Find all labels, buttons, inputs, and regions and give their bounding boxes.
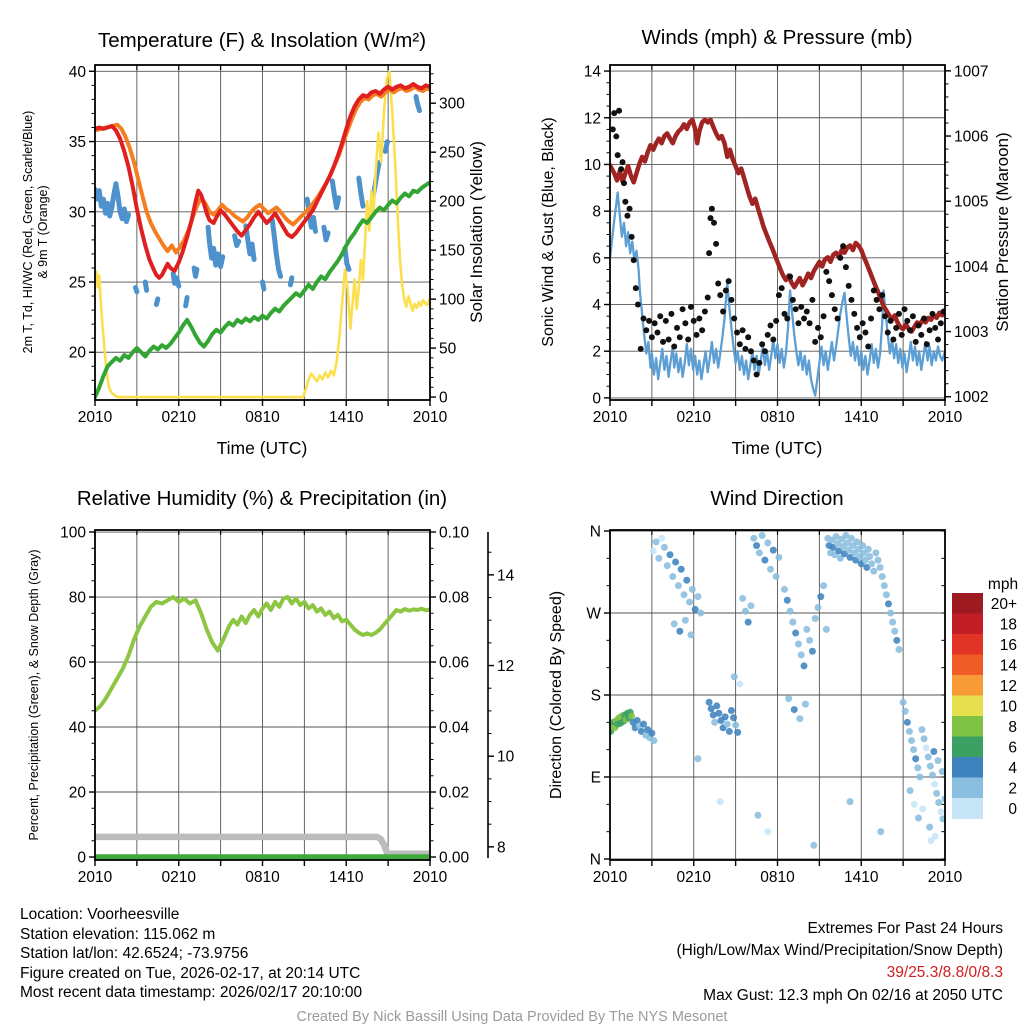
svg-text:0810: 0810 bbox=[760, 409, 795, 426]
chart-title-humidity: Relative Humidity (%) & Precipitation (in) bbox=[76, 487, 448, 510]
svg-text:0: 0 bbox=[439, 389, 448, 407]
svg-text:2010: 2010 bbox=[77, 869, 113, 886]
svg-text:250: 250 bbox=[439, 144, 465, 162]
svg-text:2010: 2010 bbox=[592, 869, 628, 886]
svg-text:2010: 2010 bbox=[927, 409, 963, 426]
ylabel-temperature-line1: 2m T, Td, HI/WC (Red, Green, Scarlet/Blue) bbox=[21, 110, 35, 354]
svg-text:2010: 2010 bbox=[412, 409, 448, 426]
extremes-block bbox=[463, 918, 1003, 1007]
svg-text:2010: 2010 bbox=[592, 409, 628, 426]
svg-text:1002: 1002 bbox=[954, 389, 989, 407]
station-latlon: Station lat/lon: 42.6524; -73.9756 bbox=[20, 945, 249, 963]
svg-text:1005: 1005 bbox=[954, 193, 989, 211]
svg-text:mph: mph bbox=[987, 576, 1019, 593]
svg-text:0.10: 0.10 bbox=[439, 524, 470, 542]
ylabel-direction: Direction (Colored By Speed) bbox=[548, 590, 565, 800]
ylabel-temperature-line2: & 9m T (Orange) bbox=[36, 185, 50, 279]
svg-text:1004: 1004 bbox=[954, 258, 989, 276]
svg-text:20: 20 bbox=[68, 784, 86, 802]
svg-text:2: 2 bbox=[592, 343, 601, 361]
svg-text:0.02: 0.02 bbox=[439, 784, 470, 802]
svg-text:0810: 0810 bbox=[245, 869, 280, 886]
svg-text:8: 8 bbox=[1008, 718, 1017, 736]
chart-title-winds: Winds (mph) & Pressure (mb) bbox=[641, 26, 913, 49]
svg-text:14: 14 bbox=[583, 63, 601, 81]
svg-text:100: 100 bbox=[439, 291, 465, 309]
svg-text:25: 25 bbox=[68, 274, 86, 292]
extremes-title: Extremes For Past 24 Hours bbox=[807, 920, 1003, 937]
svg-text:40: 40 bbox=[68, 719, 86, 737]
svg-text:1006: 1006 bbox=[954, 128, 989, 146]
ylabel-solar-insolation: Solar Insolation (Yellow) bbox=[467, 141, 486, 323]
extremes-values: 39/25.3/8.8/0/8.3 bbox=[886, 964, 1003, 982]
svg-text:N: N bbox=[589, 851, 601, 869]
svg-text:2010: 2010 bbox=[412, 869, 448, 886]
station-info bbox=[20, 905, 500, 1003]
svg-text:18: 18 bbox=[999, 616, 1017, 634]
xlabel-time-utc-left: Time (UTC) bbox=[216, 438, 308, 458]
svg-text:0210: 0210 bbox=[676, 869, 711, 886]
chart-title-wind-direction: Wind Direction bbox=[710, 487, 844, 510]
svg-text:1003: 1003 bbox=[954, 324, 989, 342]
svg-text:E: E bbox=[590, 769, 601, 787]
svg-text:1410: 1410 bbox=[844, 869, 879, 886]
svg-text:6: 6 bbox=[592, 250, 601, 268]
svg-text:0.08: 0.08 bbox=[439, 589, 470, 607]
svg-text:2010: 2010 bbox=[77, 409, 113, 426]
svg-text:0: 0 bbox=[77, 849, 86, 867]
svg-text:12: 12 bbox=[999, 677, 1017, 695]
svg-text:0210: 0210 bbox=[161, 869, 196, 886]
svg-text:14: 14 bbox=[999, 657, 1017, 675]
svg-text:1410: 1410 bbox=[844, 409, 879, 426]
svg-text:0210: 0210 bbox=[161, 409, 196, 426]
xlabel-time-utc-right: Time (UTC) bbox=[731, 438, 823, 458]
max-gust: Max Gust: 12.3 mph On 02/16 at 2050 UTC bbox=[703, 986, 1003, 1004]
svg-text:200: 200 bbox=[439, 193, 465, 211]
svg-text:10: 10 bbox=[583, 156, 601, 174]
svg-text:W: W bbox=[586, 605, 601, 623]
svg-text:1410: 1410 bbox=[329, 869, 364, 886]
ylabel-temperature bbox=[21, 111, 51, 354]
svg-text:1007: 1007 bbox=[954, 63, 989, 81]
svg-text:0810: 0810 bbox=[245, 409, 280, 426]
svg-text:20+: 20+ bbox=[990, 595, 1017, 613]
svg-text:60: 60 bbox=[68, 654, 86, 672]
station-elevation: Station elevation: 115.062 m bbox=[20, 925, 216, 943]
svg-text:6: 6 bbox=[1008, 739, 1017, 757]
chart-title-temperature: Temperature (F) & Insolation (W/m²) bbox=[97, 29, 427, 52]
svg-text:S: S bbox=[590, 687, 601, 705]
svg-text:10: 10 bbox=[497, 748, 515, 766]
svg-text:1410: 1410 bbox=[329, 409, 364, 426]
svg-text:0210: 0210 bbox=[676, 409, 711, 426]
svg-text:4: 4 bbox=[1008, 759, 1017, 777]
svg-text:0.06: 0.06 bbox=[439, 654, 470, 672]
svg-text:4: 4 bbox=[592, 297, 601, 315]
svg-text:8: 8 bbox=[592, 203, 601, 221]
svg-text:12: 12 bbox=[583, 110, 601, 128]
svg-text:150: 150 bbox=[439, 242, 465, 260]
svg-text:100: 100 bbox=[60, 524, 86, 542]
station-location: Location: Voorheesville bbox=[20, 906, 180, 923]
credit-line: Created By Nick Bassill Using Data Provided By The NYS Mesonet bbox=[296, 1009, 728, 1024]
svg-text:0.00: 0.00 bbox=[439, 849, 470, 867]
svg-text:300: 300 bbox=[439, 95, 465, 113]
svg-text:30: 30 bbox=[68, 204, 86, 222]
figure-created: Figure created on Tue, 2026-02-17, at 20:14 UTC bbox=[20, 964, 361, 982]
svg-text:0: 0 bbox=[1008, 800, 1017, 818]
svg-text:8: 8 bbox=[497, 839, 506, 857]
svg-text:2010: 2010 bbox=[927, 869, 963, 886]
extremes-subtitle: (High/Low/Max Wind/Precipitation/Snow Depth) bbox=[676, 942, 1003, 960]
svg-text:0.04: 0.04 bbox=[439, 719, 470, 737]
ylabel-station-pressure: Station Pressure (Maroon) bbox=[993, 132, 1012, 332]
svg-text:16: 16 bbox=[999, 636, 1017, 654]
svg-text:2: 2 bbox=[1008, 780, 1017, 798]
svg-text:0810: 0810 bbox=[760, 869, 795, 886]
svg-text:35: 35 bbox=[68, 134, 86, 152]
ylabel-sonic-wind: Sonic Wind & Gust (Blue, Black) bbox=[540, 117, 557, 347]
svg-text:40: 40 bbox=[68, 63, 86, 81]
recent-timestamp: Most recent data timestamp: 2026/02/17 20:10:00 bbox=[20, 984, 363, 1002]
svg-text:80: 80 bbox=[68, 589, 86, 607]
svg-text:12: 12 bbox=[497, 658, 515, 676]
svg-text:0: 0 bbox=[592, 390, 601, 408]
svg-text:20: 20 bbox=[68, 344, 86, 362]
svg-text:N: N bbox=[589, 523, 601, 541]
svg-text:14: 14 bbox=[497, 567, 515, 585]
svg-text:50: 50 bbox=[439, 340, 457, 358]
svg-text:10: 10 bbox=[999, 698, 1017, 716]
ylabel-percent-precip-snow: Percent, Precipitation (Green), & Snow Depth (Gray) bbox=[27, 549, 41, 841]
